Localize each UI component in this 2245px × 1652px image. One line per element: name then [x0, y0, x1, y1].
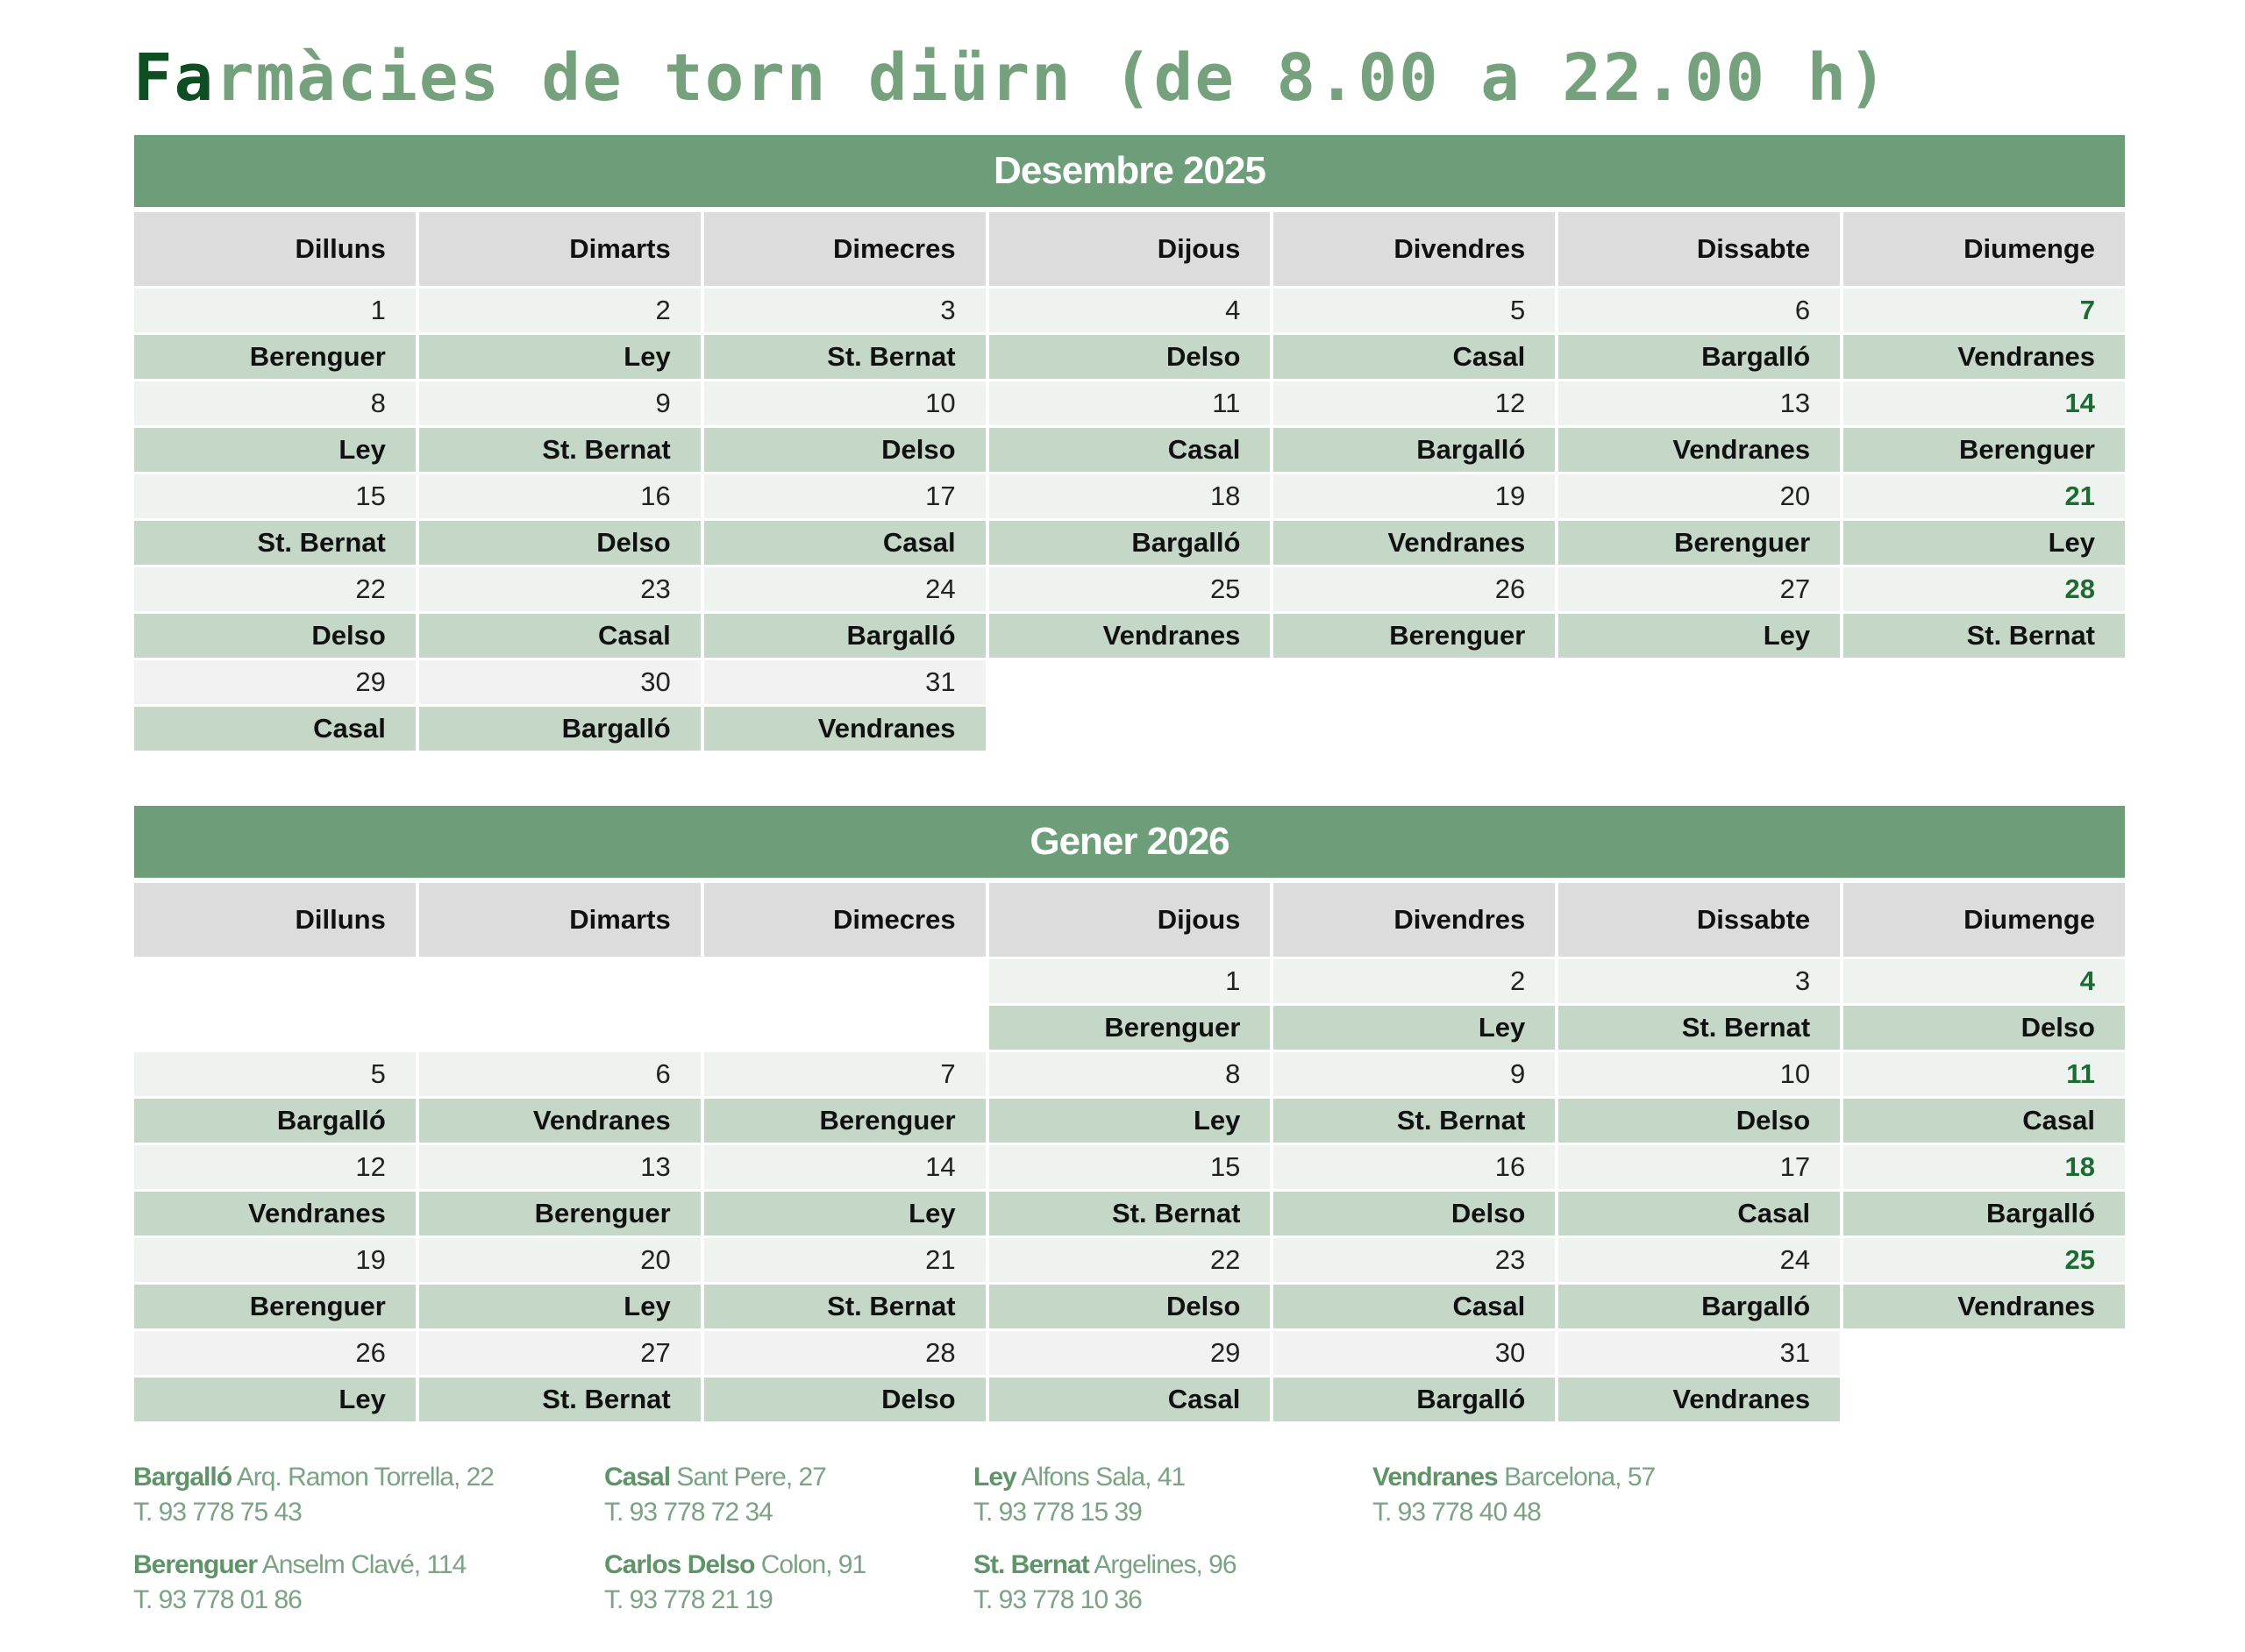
- empty-cell: [134, 959, 416, 1003]
- weekday-header: Divendres: [1273, 883, 1555, 957]
- on-duty-pharmacy-cell: Bargalló: [1558, 335, 1840, 379]
- empty-cell: [1843, 660, 2125, 704]
- date-cell: 19: [1273, 474, 1555, 518]
- empty-cell: [704, 959, 986, 1003]
- date-cell: 16: [1273, 1145, 1555, 1189]
- date-cell: 31: [1558, 1331, 1840, 1375]
- date-cell: 17: [1558, 1145, 1840, 1189]
- date-cell: 15: [989, 1145, 1271, 1189]
- empty-cell: [989, 660, 1271, 704]
- empty-cell: [1843, 1378, 2125, 1421]
- date-cell: 28: [704, 1331, 986, 1375]
- date-cell: 13: [419, 1145, 701, 1189]
- pharmacy-name: Bargalló: [133, 1463, 232, 1492]
- date-cell: 10: [1558, 1052, 1840, 1096]
- date-cell: 6: [419, 1052, 701, 1096]
- weekday-header: Dimecres: [704, 883, 986, 957]
- pharmacy-name: Carlos Delso: [604, 1550, 755, 1579]
- on-duty-pharmacy-cell: Casal: [134, 707, 416, 751]
- weekday-header: Divendres: [1273, 212, 1555, 286]
- empty-cell: [1843, 707, 2125, 751]
- on-duty-pharmacy-cell: Casal: [1273, 1285, 1555, 1328]
- on-duty-pharmacy-cell: Delso: [989, 335, 1271, 379]
- date-cell: 14: [704, 1145, 986, 1189]
- date-cell: 12: [134, 1145, 416, 1189]
- empty-cell: [1558, 707, 1840, 751]
- on-duty-pharmacy-cell: St. Bernat: [1558, 1006, 1840, 1050]
- date-cell: 21: [704, 1238, 986, 1282]
- date-cell: 3: [1558, 959, 1840, 1003]
- date-cell: 5: [1273, 288, 1555, 332]
- on-duty-pharmacy-cell: Bargalló: [989, 521, 1271, 565]
- weekday-header: Dimarts: [419, 883, 701, 957]
- pharmacy-entry-casal: [604, 1460, 826, 1530]
- on-duty-pharmacy-cell: Berenguer: [704, 1099, 986, 1143]
- sunday-date-cell: 21: [1843, 474, 2125, 518]
- date-cell: 31: [704, 660, 986, 704]
- pharmacy-phone: T. 93 778 72 34: [604, 1498, 773, 1527]
- on-duty-pharmacy-cell: St. Bernat: [134, 521, 416, 565]
- pharmacy-name: Ley: [973, 1463, 1016, 1492]
- date-cell: 27: [419, 1331, 701, 1375]
- on-duty-pharmacy-cell: St. Bernat: [704, 335, 986, 379]
- on-duty-pharmacy-cell: St. Bernat: [419, 428, 701, 472]
- on-duty-pharmacy-cell: Vendranes: [704, 707, 986, 751]
- on-duty-pharmacy-cell: Casal: [1558, 1192, 1840, 1235]
- date-cell: 11: [989, 381, 1271, 425]
- date-cell: 6: [1558, 288, 1840, 332]
- date-cell: 17: [704, 474, 986, 518]
- on-duty-pharmacy-cell: Casal: [1843, 1099, 2125, 1143]
- date-cell: 27: [1558, 567, 1840, 611]
- date-cell: 9: [419, 381, 701, 425]
- on-duty-pharmacy-cell: Ley: [419, 1285, 701, 1328]
- calendar-month-title: Desembre 2025: [134, 135, 2125, 207]
- on-duty-pharmacy-cell: Vendranes: [1558, 428, 1840, 472]
- pharmacy-phone: T. 93 778 21 19: [604, 1585, 773, 1614]
- pharmacy-name: Vendranes: [1372, 1463, 1498, 1492]
- on-duty-pharmacy-cell: Delso: [704, 1378, 986, 1421]
- on-duty-pharmacy-cell: Berenguer: [134, 1285, 416, 1328]
- calendar-december-2025: [134, 135, 2125, 751]
- calendar-grid: [134, 212, 2125, 751]
- on-duty-pharmacy-cell: Ley: [1273, 1006, 1555, 1050]
- calendar-january-2026: [134, 806, 2125, 1421]
- date-cell: 16: [419, 474, 701, 518]
- on-duty-pharmacy-cell: Casal: [989, 1378, 1271, 1421]
- pharmacy-address: Sant Pere, 27: [676, 1463, 826, 1492]
- weekday-header: Dissabte: [1558, 883, 1840, 957]
- on-duty-pharmacy-cell: Ley: [419, 335, 701, 379]
- pharmacy-address: Argelines, 96: [1094, 1550, 1237, 1579]
- date-cell: 26: [1273, 567, 1555, 611]
- pharmacy-address: Colon, 91: [760, 1550, 866, 1579]
- on-duty-pharmacy-cell: Casal: [704, 521, 986, 565]
- date-cell: 3: [704, 288, 986, 332]
- on-duty-pharmacy-cell: Vendranes: [1273, 521, 1555, 565]
- on-duty-pharmacy-cell: Vendranes: [419, 1099, 701, 1143]
- on-duty-pharmacy-cell: Bargalló: [134, 1099, 416, 1143]
- date-cell: 24: [704, 567, 986, 611]
- on-duty-pharmacy-cell: Ley: [989, 1099, 1271, 1143]
- empty-cell: [1558, 660, 1840, 704]
- pharmacy-phone: T. 93 778 75 43: [133, 1498, 302, 1527]
- on-duty-pharmacy-cell: St. Bernat: [1273, 1099, 1555, 1143]
- on-duty-pharmacy-cell: Berenguer: [989, 1006, 1271, 1050]
- weekday-header: Dissabte: [1558, 212, 1840, 286]
- empty-cell: [419, 1006, 701, 1050]
- on-duty-pharmacy-cell: Ley: [1558, 614, 1840, 658]
- pharmacy-name: Casal: [604, 1463, 671, 1492]
- on-duty-pharmacy-cell: Ley: [134, 428, 416, 472]
- pharmacy-phone: T. 93 778 40 48: [1372, 1498, 1541, 1527]
- date-cell: 19: [134, 1238, 416, 1282]
- date-cell: 22: [134, 567, 416, 611]
- on-duty-pharmacy-cell: St. Bernat: [989, 1192, 1271, 1235]
- on-duty-pharmacy-cell: Berenguer: [1843, 428, 2125, 472]
- pharmacy-name: St. Bernat: [973, 1550, 1089, 1579]
- on-duty-pharmacy-cell: Berenguer: [1273, 614, 1555, 658]
- on-duty-pharmacy-cell: Casal: [1273, 335, 1555, 379]
- empty-cell: [1843, 1331, 2125, 1375]
- pharmacy-address: Barcelona, 57: [1504, 1463, 1656, 1492]
- weekday-header: Diumenge: [1843, 883, 2125, 957]
- date-cell: 10: [704, 381, 986, 425]
- date-cell: 9: [1273, 1052, 1555, 1096]
- pharmacy-phone: T. 93 778 15 39: [973, 1498, 1142, 1527]
- on-duty-pharmacy-cell: Berenguer: [419, 1192, 701, 1235]
- pharmacy-address: Arq. Ramon Torrella, 22: [236, 1463, 494, 1492]
- on-duty-pharmacy-cell: Bargalló: [704, 614, 986, 658]
- sunday-date-cell: 14: [1843, 381, 2125, 425]
- date-cell: 26: [134, 1331, 416, 1375]
- empty-cell: [134, 1006, 416, 1050]
- pharmacy-entry-vendranes: [1372, 1460, 1655, 1530]
- date-cell: 15: [134, 474, 416, 518]
- sunday-date-cell: 18: [1843, 1145, 2125, 1189]
- date-cell: 20: [419, 1238, 701, 1282]
- on-duty-pharmacy-cell: Delso: [704, 428, 986, 472]
- empty-cell: [704, 1006, 986, 1050]
- page-title: [133, 39, 1889, 117]
- date-cell: 4: [989, 288, 1271, 332]
- on-duty-pharmacy-cell: Bargalló: [1273, 428, 1555, 472]
- weekday-header: Dimecres: [704, 212, 986, 286]
- on-duty-pharmacy-cell: Bargalló: [1558, 1285, 1840, 1328]
- on-duty-pharmacy-cell: Casal: [989, 428, 1271, 472]
- on-duty-pharmacy-cell: Delso: [1558, 1099, 1840, 1143]
- weekday-header: Dijous: [989, 212, 1271, 286]
- page-title-rest: rmàcies de torn diürn (de 8.00 a 22.00 h): [215, 40, 1889, 116]
- pharmacy-entry-bargallo: [133, 1460, 494, 1530]
- calendar-grid: [134, 883, 2125, 1421]
- pharmacy-entry-ley: [973, 1460, 1185, 1530]
- sunday-date-cell: 4: [1843, 959, 2125, 1003]
- date-cell: 1: [989, 959, 1271, 1003]
- weekday-header: Dilluns: [134, 212, 416, 286]
- on-duty-pharmacy-cell: Vendranes: [1558, 1378, 1840, 1421]
- date-cell: 2: [1273, 959, 1555, 1003]
- sunday-date-cell: 11: [1843, 1052, 2125, 1096]
- pharmacy-phone: T. 93 778 01 86: [133, 1585, 302, 1614]
- date-cell: 20: [1558, 474, 1840, 518]
- on-duty-pharmacy-cell: Bargalló: [419, 707, 701, 751]
- on-duty-pharmacy-cell: Berenguer: [1558, 521, 1840, 565]
- on-duty-pharmacy-cell: Ley: [134, 1378, 416, 1421]
- date-cell: 5: [134, 1052, 416, 1096]
- date-cell: 24: [1558, 1238, 1840, 1282]
- date-cell: 7: [704, 1052, 986, 1096]
- date-cell: 30: [1273, 1331, 1555, 1375]
- date-cell: 25: [989, 567, 1271, 611]
- date-cell: 1: [134, 288, 416, 332]
- pharmacy-address: Anselm Clavé, 114: [261, 1550, 467, 1579]
- date-cell: 29: [134, 660, 416, 704]
- sunday-date-cell: 25: [1843, 1238, 2125, 1282]
- weekday-header: Diumenge: [1843, 212, 2125, 286]
- on-duty-pharmacy-cell: Vendranes: [989, 614, 1271, 658]
- date-cell: 8: [134, 381, 416, 425]
- date-cell: 13: [1558, 381, 1840, 425]
- pharmacy-phone: T. 93 778 10 36: [973, 1585, 1142, 1614]
- date-cell: 2: [419, 288, 701, 332]
- on-duty-pharmacy-cell: Casal: [419, 614, 701, 658]
- page-title-prefix: Fa: [133, 40, 216, 116]
- empty-cell: [1273, 660, 1555, 704]
- on-duty-pharmacy-cell: Berenguer: [134, 335, 416, 379]
- on-duty-pharmacy-cell: Delso: [989, 1285, 1271, 1328]
- on-duty-pharmacy-cell: Bargalló: [1273, 1378, 1555, 1421]
- on-duty-pharmacy-cell: Vendranes: [1843, 1285, 2125, 1328]
- sunday-date-cell: 28: [1843, 567, 2125, 611]
- on-duty-pharmacy-cell: Bargalló: [1843, 1192, 2125, 1235]
- date-cell: 22: [989, 1238, 1271, 1282]
- on-duty-pharmacy-cell: St. Bernat: [419, 1378, 701, 1421]
- empty-cell: [1273, 707, 1555, 751]
- on-duty-pharmacy-cell: Vendranes: [1843, 335, 2125, 379]
- on-duty-pharmacy-cell: St. Bernat: [1843, 614, 2125, 658]
- pharmacy-entry-berenguer: [133, 1548, 466, 1618]
- weekday-header: Dijous: [989, 883, 1271, 957]
- empty-cell: [989, 707, 1271, 751]
- weekday-header: Dilluns: [134, 883, 416, 957]
- pharmacy-entry-st-bernat: [973, 1548, 1237, 1618]
- date-cell: 12: [1273, 381, 1555, 425]
- on-duty-pharmacy-cell: Delso: [1273, 1192, 1555, 1235]
- weekday-header: Dimarts: [419, 212, 701, 286]
- pharmacy-name: Berenguer: [133, 1550, 258, 1579]
- on-duty-pharmacy-cell: Delso: [419, 521, 701, 565]
- date-cell: 23: [1273, 1238, 1555, 1282]
- on-duty-pharmacy-cell: Vendranes: [134, 1192, 416, 1235]
- on-duty-pharmacy-cell: Ley: [1843, 521, 2125, 565]
- date-cell: 8: [989, 1052, 1271, 1096]
- date-cell: 29: [989, 1331, 1271, 1375]
- date-cell: 23: [419, 567, 701, 611]
- calendar-month-title: Gener 2026: [134, 806, 2125, 878]
- empty-cell: [419, 959, 701, 1003]
- on-duty-pharmacy-cell: Delso: [1843, 1006, 2125, 1050]
- date-cell: 18: [989, 474, 1271, 518]
- pharmacy-address: Alfons Sala, 41: [1021, 1463, 1186, 1492]
- on-duty-pharmacy-cell: Delso: [134, 614, 416, 658]
- pharmacy-entry-carlos-delso: [604, 1548, 866, 1618]
- sunday-date-cell: 7: [1843, 288, 2125, 332]
- date-cell: 30: [419, 660, 701, 704]
- pharmacy-directory: [133, 1460, 2150, 1635]
- on-duty-pharmacy-cell: Ley: [704, 1192, 986, 1235]
- on-duty-pharmacy-cell: St. Bernat: [704, 1285, 986, 1328]
